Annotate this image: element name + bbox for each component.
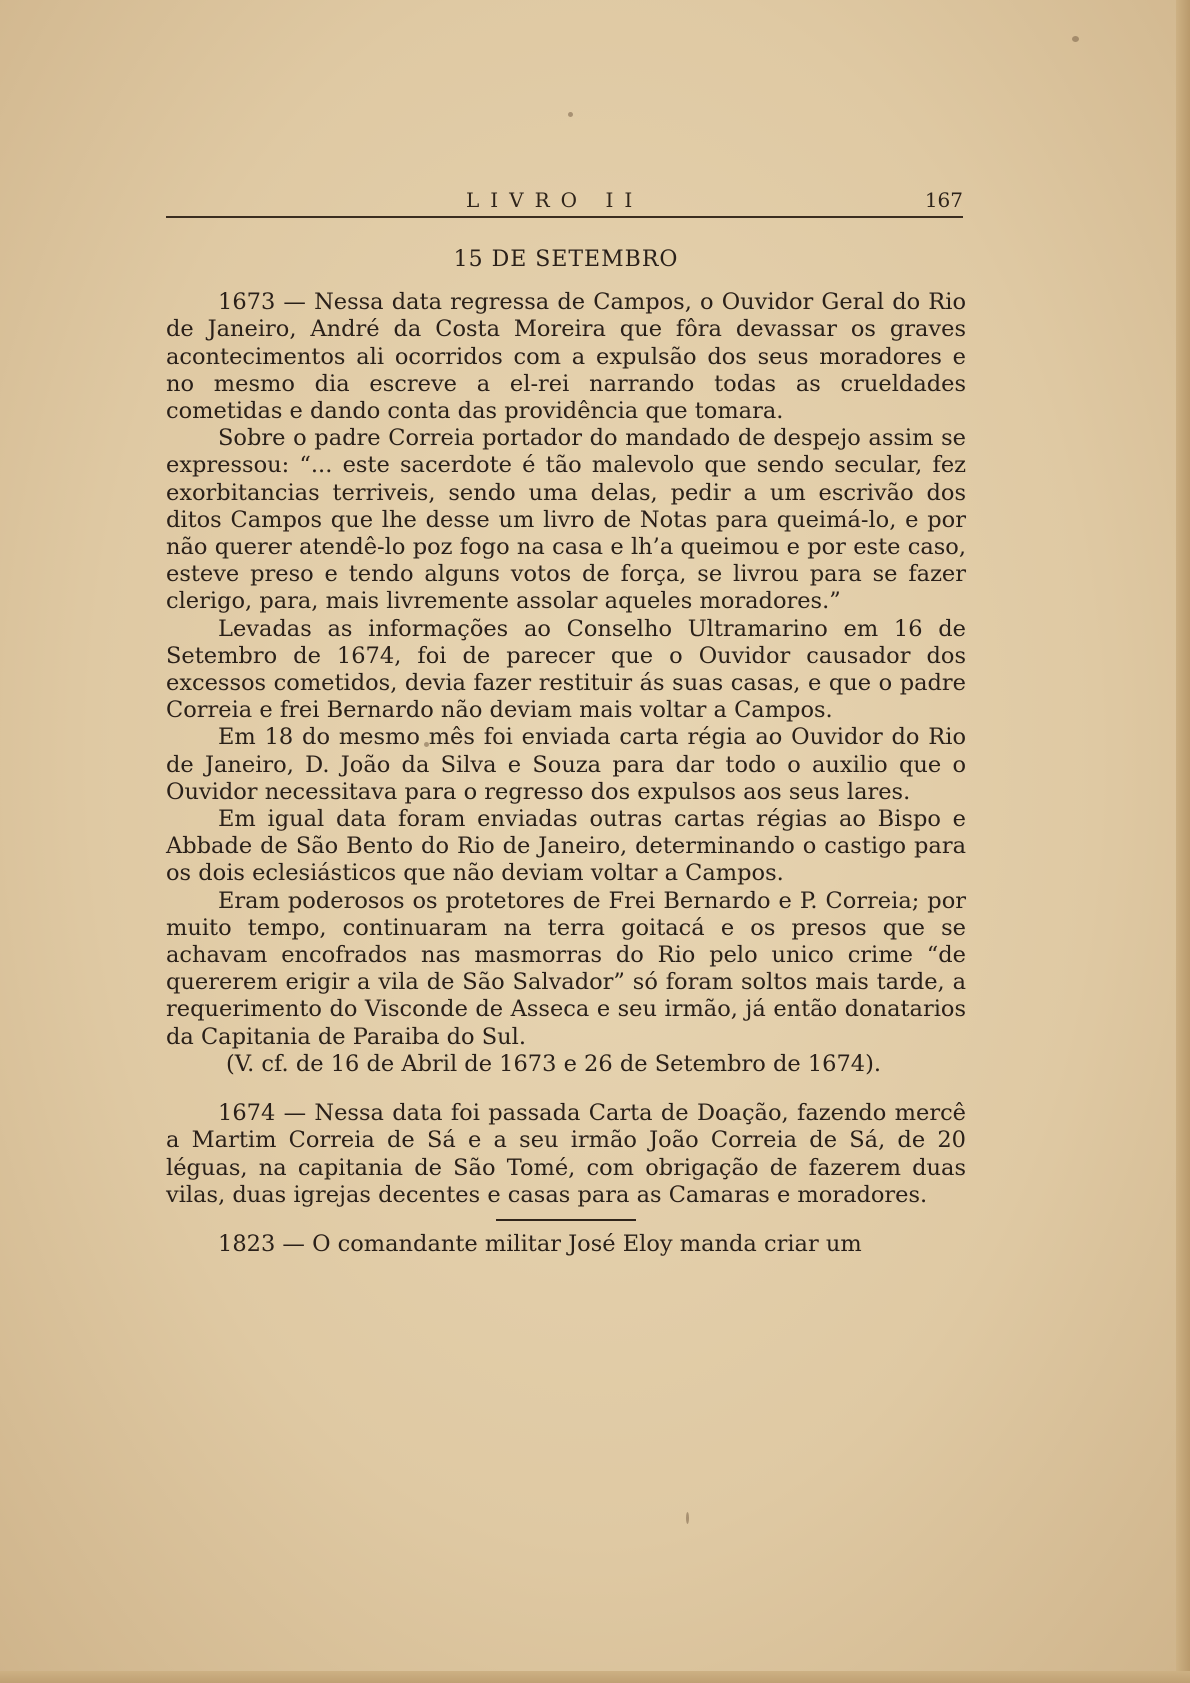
- entry-paragraph: 1673 — Nessa data regressa de Campos, o Ouvidor Geral do Rio de Janeiro, André da Costa Moreira que fôra devassar os graves acontecimentos ali ocorridos com a expulsão dos seus moradores e no mesmo dia escreve a el-rei narrando todas as crueldades cometidas e dando conta das providência que tomara.: [166, 289, 966, 425]
- section-spacer: [166, 1078, 966, 1100]
- date-heading: 15 DE SETEMBRO: [453, 247, 679, 272]
- cross-reference: (V. cf. de 16 de Abril de 1673 e 26 de Setembro de 1674).: [226, 1050, 882, 1077]
- entry-paragraph: Levadas as informações ao Conselho Ultramarino em 16 de Setembro de 1674, foi de parecer que o Ouvidor causador dos excessos cometidos, devia fazer restituir ás suas casas, e que o padre Correia e frei Bernardo não deviam mais voltar a Campos.: [166, 615, 966, 724]
- header-rule: [166, 216, 963, 218]
- entry-paragraph: 1674 — Nessa data foi passada Carta de Doação, fazendo mercê a Martim Correia de Sá e a seu irmão João Correia de Sá, de 20 léguas, na capitania de São Tomé, com obrigação de fazerem duas vilas, duas igrejas decentes e casas para as Camaras e moradores.: [166, 1100, 966, 1208]
- running-head: [166, 186, 963, 220]
- page-edge: [0, 1671, 1190, 1683]
- entry-paragraph: Em igual data foram enviadas outras cartas régias ao Bispo e Abbade de São Bento do Rio de Janeiro, determinando o castigo para os dois eclesiásticos que não deviam voltar a Campos.: [166, 806, 966, 887]
- section-rule: [496, 1219, 636, 1221]
- entry-paragraph: 1823 — O comandante militar José Eloy manda criar um: [218, 1230, 862, 1257]
- running-title: LIVRO II: [466, 188, 644, 212]
- entry-paragraph: Sobre o padre Correia portador do mandado de despejo assim se expressou: “... este sacerdote é tão malevolo que sendo secular, fez exorbitancias terriveis, sendo uma delas, pedir a um escrivão dos ditos Campos que lhe desse um livro de Notas para queimá-lo, e por não querer atendê-lo poz fogo na casa e lh’a queimou e por este caso, esteve preso e tendo alguns votos de força, se livrou para se fazer clerigo, para, mais livremente assolar aqueles moradores.”: [166, 425, 966, 615]
- page-number: 167: [924, 188, 963, 212]
- paper-speck: [686, 1512, 689, 1524]
- page-edge: [1176, 0, 1190, 1683]
- entry-paragraph: Em 18 do mesmo mês foi enviada carta régia ao Ouvidor do Rio de Janeiro, D. João da Silva e Souza para dar todo o auxilio que o Ouvidor necessitava para o regresso dos expulsos aos seus lares.: [166, 724, 966, 805]
- paper-speck: [1072, 36, 1079, 42]
- paper-speck: [568, 112, 573, 117]
- page-body: [166, 240, 966, 1258]
- entry-paragraph: Eram poderosos os protetores de Frei Bernardo e P. Correia; por muito tempo, continuaram na terra goitacá e os presos que se achavam encofrados nas masmorras do Rio pelo unico crime “de quererem erigir a vila de São Salvador” só foram soltos mais tarde, a requerimento do Visconde de Asseca e seu irmão, já então donatarios da Capitania de Paraiba do Sul.: [166, 887, 966, 1050]
